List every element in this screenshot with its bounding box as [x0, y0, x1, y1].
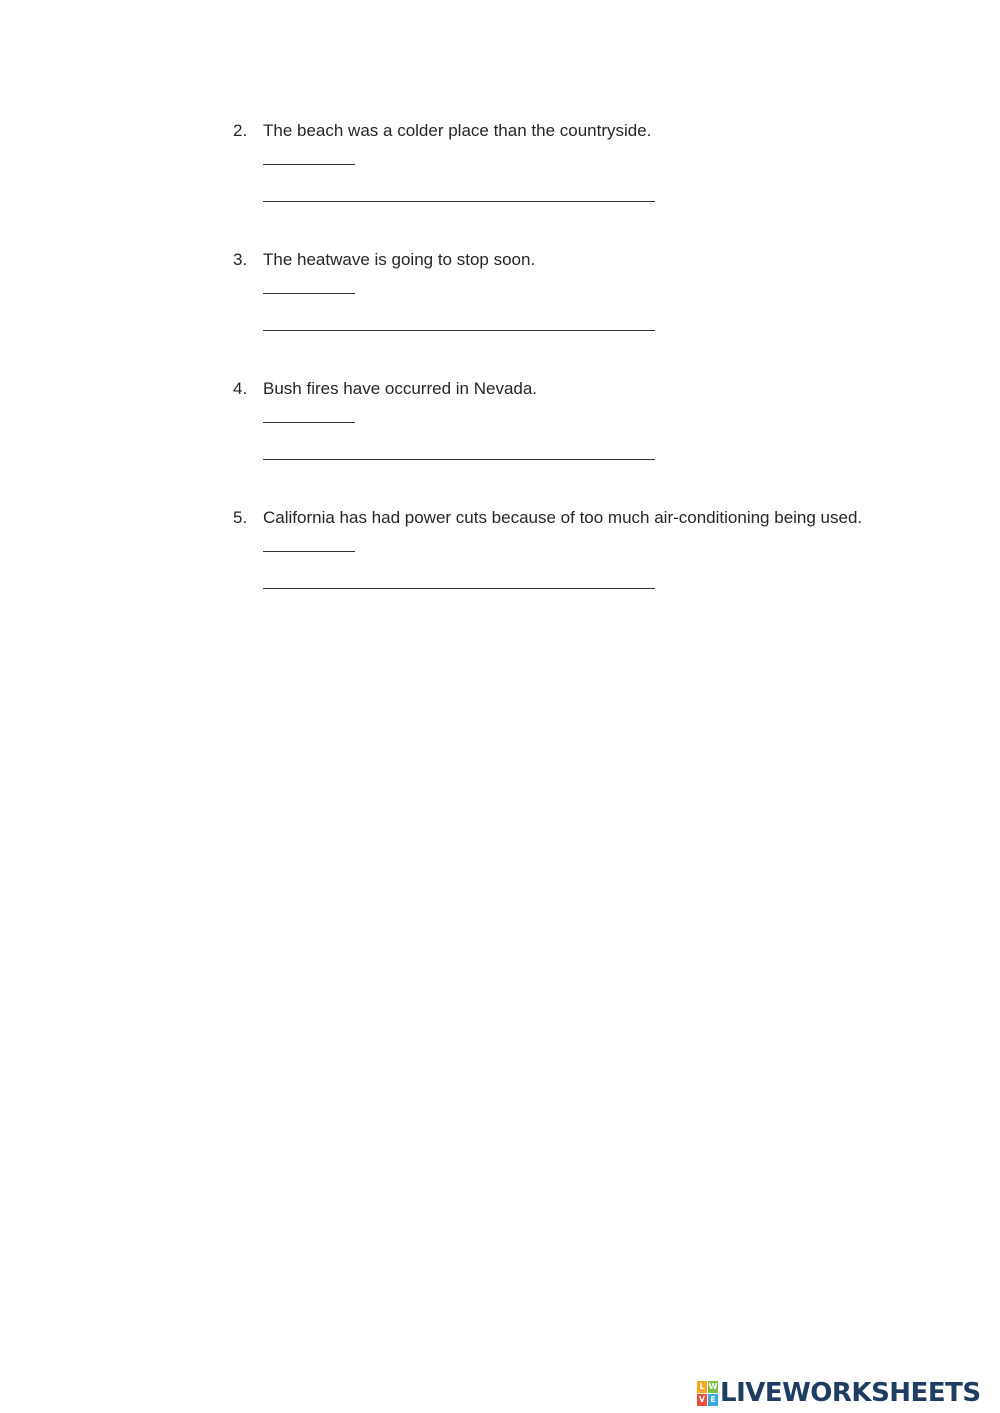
question-text: Bush fires have occurred in Nevada.: [263, 379, 538, 398]
logo-mark-letter: W: [708, 1381, 718, 1391]
logo-text: LIVEWORKSHEETS: [720, 1378, 981, 1408]
question-number: 5.: [233, 508, 248, 527]
question-text: California has had power cuts because of too much air-conditioning being used.: [263, 508, 863, 527]
true-false-answer-blank[interactable]: [263, 164, 355, 165]
liveworksheets-logo-icon: [697, 1381, 718, 1406]
question-item-4: [233, 375, 863, 460]
correction-answer-line[interactable]: [263, 201, 655, 202]
logo-mark-letter: L: [697, 1381, 707, 1393]
question-text: The beach was a colder place than the countryside.: [263, 121, 652, 140]
logo-mark-letter: E: [708, 1394, 718, 1406]
correction-answer-line[interactable]: [263, 459, 655, 460]
question-number: 4.: [233, 379, 248, 398]
question-item-2: [233, 117, 863, 202]
question-number: 3.: [233, 250, 248, 269]
correction-answer-line[interactable]: [263, 588, 655, 589]
question-text: The heatwave is going to stop soon.: [263, 250, 536, 269]
logo-mark-letter: V: [698, 1394, 706, 1404]
liveworksheets-logo: [697, 1378, 981, 1408]
question-number: 2.: [233, 121, 248, 140]
question-item-5: [233, 504, 863, 589]
true-false-answer-blank[interactable]: [263, 293, 355, 294]
true-false-answer-blank[interactable]: [263, 551, 355, 552]
question-item-3: [233, 246, 863, 331]
true-false-answer-blank[interactable]: [263, 422, 355, 423]
correction-answer-line[interactable]: [263, 330, 655, 331]
